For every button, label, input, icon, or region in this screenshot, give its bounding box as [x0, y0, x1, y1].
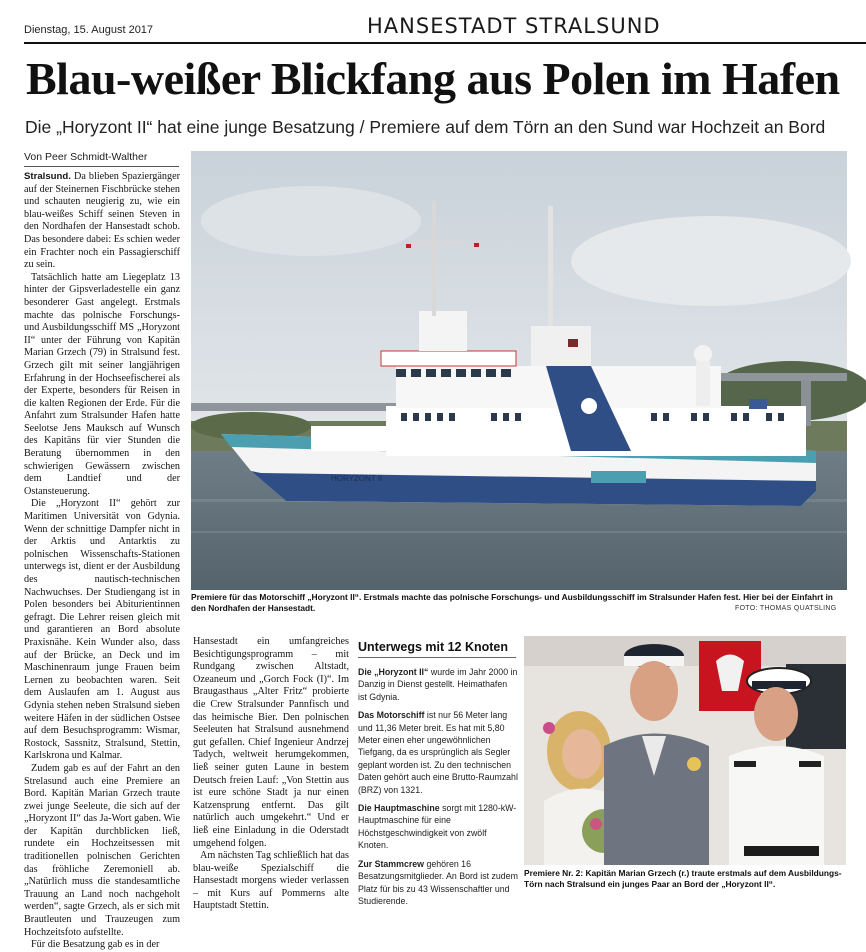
- paragraph: Zudem gab es auf der Fahrt an den Strelasund auch eine Premiere an Bord. Kapitän Marian Grzech traute zwei junge Seeleute, die sich auf der „Horyzont II“ das Ja-Wort gaben. Wie der Kapitän durchblicken ließ, rundete ein Hochzeitsessen mit traditionellen polnischen Gerichten das fröhliche Zeremoniell ab. „Natürlich muss die standesamtliche Trauung an Land noch nachgeholt werden“, sagte Grzech, als er sich mit Brautleuten und Trauzeugen zum Hochzeitsfoto aufstellte.: [24, 762, 180, 938]
- headline: Blau-weißer Blickfang aus Polen im Hafen: [26, 53, 840, 104]
- paragraph: Hansestadt ein umfangreiches Besichtigungsprogramm – mit Rundgang zwischen Altstadt, Ozeaneum und „Gorch Fock (I)“. Im Braugasthaus „Alter Fritz“ probierte die Crew Stralsunder Pannfisch und das heimische Bier. Den polnischen Seeleuten hat Stralsund ausnehmend gut gefallen. Chief Ingenieur Andrzej Tadych, weltweit herumgekommen, ließ seiner guten Laune in bestem Deutsch freien Lauf: „Von Stettin aus ist eure schöne Stadt ja nur einen Katzensprung entfernt. Das gilt natürlich auch umgekehrt.“ Und er ließ eine Einladung in die Oderstadt umgehend folgen.: [193, 636, 349, 849]
- fact-lead: Die „Horyzont II“: [358, 667, 429, 677]
- wedding-photo: [524, 636, 846, 865]
- fact-item: [358, 802, 518, 852]
- fact-text: sorgt mit 1280-kW-Hauptmaschine für eine Höchstgeschwindigkeit von zwölf Knoten.: [358, 803, 517, 851]
- article-column-1: [24, 171, 180, 951]
- fact-lead: Die Hauptmaschine: [358, 803, 440, 814]
- section-title: HANSESTADT STRALSUND: [367, 14, 661, 38]
- fact-lead: Zur Stammcrew: [358, 858, 424, 869]
- fact-text: gehören 16 Besatzungsmitglieder. An Bord ist zudem Platz für bis zu 43 Wissenschaftler und Studierende.: [358, 858, 518, 906]
- paragraph: Am nächsten Tag schließlich hat das blau-weiße Spezialschiff die Hansestadt morgens wieder verlassen – mit Kurs auf Pommerns alte Hauptstadt Stettin.: [193, 850, 349, 912]
- paragraph: Tatsächlich hatte am Liegeplatz 13 hinter der Gipsverladestelle ein ganz besonderer Gast angelegt. Erstmals machte das polnische Forschungs- und Ausbildungsschiff MS „Horyzont II“ unter der Führung von Kapitän Marian Grzech (79) in Stralsund fest. Grzech gilt mit seiner langjährigen Erfahrung in der Hochseefischerei als der Experte, besonders für Reisen in die kalten Regionen der Erde. Für die Anfahrt zum Stralsunder Hafen hatte Seelotse Jens Mauksch auf Wunsch des Kapitäns für vier Stunden die Beratung übernommen in den schwierigen Gewässern zwischen dem Landtief und der Ostansteuerung.: [24, 271, 180, 497]
- fact-item: [358, 666, 518, 703]
- header-rule: [24, 42, 866, 44]
- facts-box: [358, 666, 518, 913]
- fact-text: ist nur 56 Meter lang und 11,36 Meter breit. Es hat mit 5,80 Meter einen eher ungewöhnlichen Tiefgang, da es ursprünglich als Segler geplant worden ist. Zu den technischen Daten gehört auch eine Brutto-Raumzahl (BRZ) von 1321.: [358, 710, 518, 795]
- issue-date: Dienstag, 15. August 2017: [24, 24, 154, 36]
- dateline: Stralsund.: [24, 171, 71, 182]
- paragraph-text: Da blieben Spaziergänger auf der Steinernen Fischbrücke stehen und schauten neugierig zu, wie ein blau-weißes Schiff seinen Steven in den Nordhafen der Hansestadt schob. Das besondere dabei: Es schien weder ein Frachter noch ein Passagierschiff zu sein.: [24, 171, 180, 271]
- photo-caption: Premiere für das Motorschiff „Horyzont II“. Erstmals machte das polnische Forschungs- und Ausbildungsschiff im Stralsunder Hafen fest. Hier bei der Einfahrt in den Nordhafen der Hansestadt.: [191, 592, 833, 613]
- fact-item: [358, 709, 518, 796]
- article-column-2: [193, 636, 349, 912]
- fact-item: [358, 858, 518, 908]
- ship-photo: [191, 151, 847, 590]
- fact-lead: Das Motorschiff: [358, 710, 425, 721]
- facts-rule: [358, 657, 516, 658]
- subheadline: Die „Horyzont II“ hat eine junge Besatzung / Premiere auf dem Törn an den Sund war Hochzeit an Bord: [25, 117, 826, 137]
- wedding-caption: Premiere Nr. 2: Kapitän Marian Grzech (r.) traute erstmals auf dem Ausbildungs-Törn nach Stralsund ein junges Paar an Bord der „Horyzont II“.: [524, 868, 842, 889]
- paragraph: Die „Horyzont II“ gehört zur Maritimen Universität von Gdynia. Wenn der schnittige Dampfer nicht in der Arktis und Antarktis zu polnischen Wissenschafts-Stationen unterwegs ist, dient er der Ausbildung des nautisch-technischen Nachwuchses. Der Studiengang ist in Polen besonders bei Abiturientinnen gefragt. Die Lehrer reisen gleich mit und garantieren an Bord absolute Praxisnähe. Kein Wunder also, dass auf der Brücke, an Deck und im Maschinenraum junge Frauen beim Lernen zu beobachten waren. Seit dem Auslaufen am 1. August aus Gdynia stehen neben Stralsund sieben weitere Häfen in der südlichen Ostsee auf dem Besuchsprogramm: Wismar, Rostock, Sassnitz, Stralsund, Stettin, Karlskrona und Kalmar.: [24, 498, 180, 762]
- paragraph: [24, 171, 180, 272]
- hull-name: HORYZONT II: [331, 474, 383, 483]
- facts-title: Unterwegs mit 12 Knoten: [358, 640, 509, 654]
- byline-rule: [24, 166, 179, 167]
- paragraph: Für die Besatzung gab es in der: [31, 939, 160, 951]
- byline: Von Peer Schmidt-Walther: [24, 151, 148, 163]
- photo-credit: FOTO: THOMAS QUATSLING: [735, 605, 837, 612]
- fact-text: wurde im Jahr 2000 in Danzig in Dienst gestellt. Heimathafen ist Gdynia.: [358, 667, 518, 702]
